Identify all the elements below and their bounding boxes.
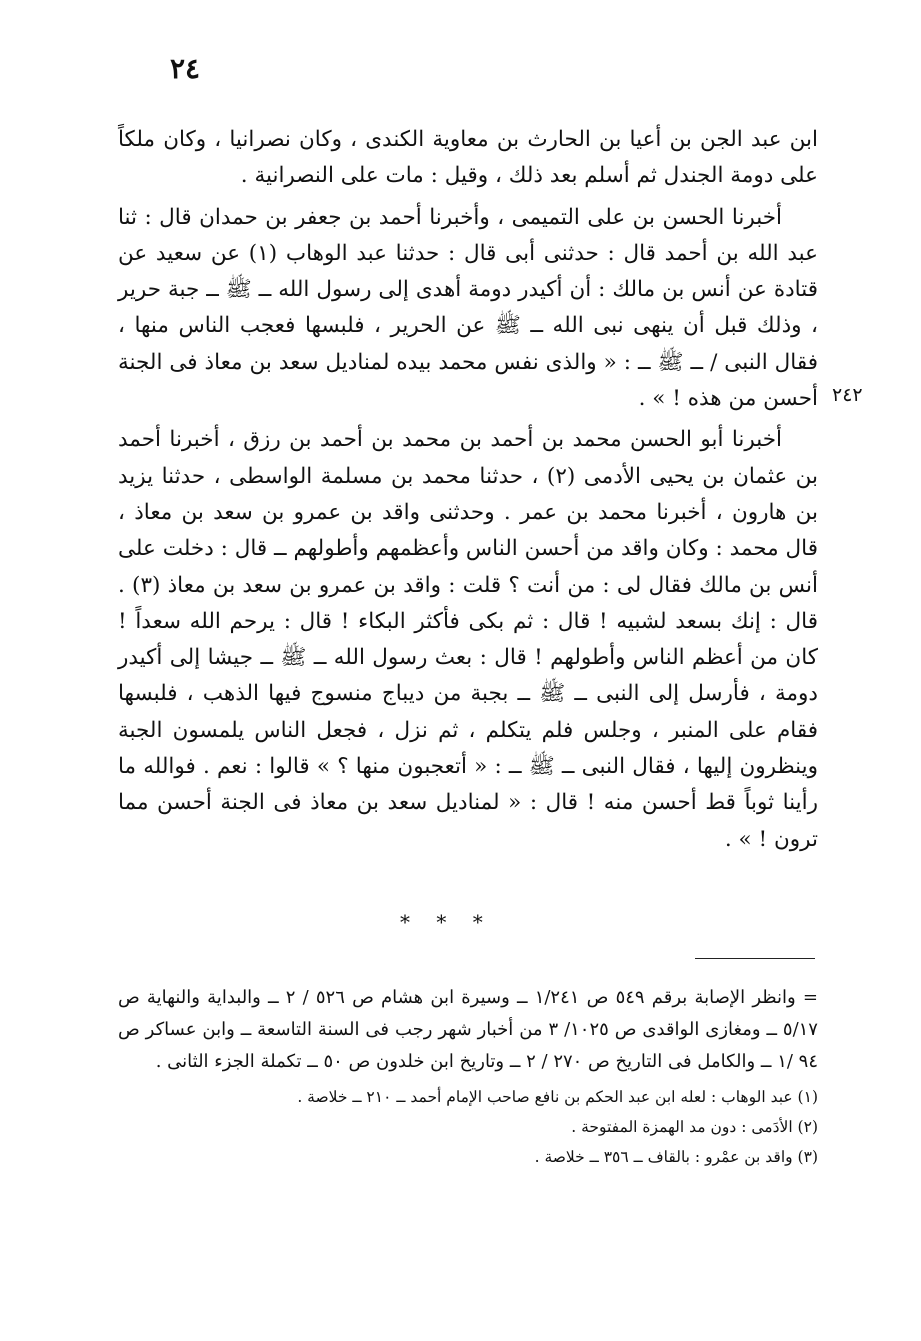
section-separator: * * * — [400, 910, 493, 934]
footnotes — [118, 982, 818, 1172]
margin-page-reference: ٢٤٢ — [832, 384, 863, 406]
footnote: (٢) الأدَمى : دون مد الهمزة المفتوحة . — [571, 1118, 818, 1136]
footnote: (٣) واقد بن عمْرو : بالقاف ــ ٣٥٦ ــ خلاصة . — [534, 1148, 818, 1166]
footnote-divider — [695, 958, 815, 959]
paragraph: ابن عبد الجن بن أعيا بن الحارث بن معاوية الكندى ، وكان نصرانيا ، وكان ملكاً على دومة الجندل ثم أسلم بعد ذلك ، وقيل : مات على النصرانية . — [118, 127, 818, 189]
footnote-continuation: = وانظر الإصابة برقم ٥٤٩ ص ١/٢٤١ ــ وسيرة ابن هشام ص ٥٢٦ / ٢ ــ والبداية والنهاية ص ٥/١٧ ــ ومغازى الواقدى ص ١٠٢٥/ ٣ من أخبار شهر رجب فى السنة التاسعة ــ وابن عساكر ص ٩٤ /١ ــ والكامل فى التاريخ ص ٢٧٠ / ٢ ــ وتاريخ ابن خلدون ص ٥٠ ــ تكملة الجزء الثانى . — [118, 987, 818, 1072]
footnote: (١) عبد الوهاب : لعله ابن عبد الحكم بن نافع صاحب الإمام أحمد ــ ٢١٠ ــ خلاصة . — [297, 1088, 818, 1106]
paragraph: أخبرنا أبو الحسن محمد بن أحمد بن محمد بن أحمد بن رزق ، أخبرنا أحمد بن عثمان بن يحيى الأدمى (٢) ، حدثنا محمد بن مسلمة الواسطى ، حدثنا يزيد بن هارون ، أخبرنا محمد بن عمر . وحدثنى واقد بن عمرو بن سعد بن معاذ ، قال محمد : وكان واقد من أحسن الناس وأعظمهم وأطولهم ــ قال : دخلت على أنس بن مالك فقال لى : من أنت ؟ قلت : واقد بن عمرو بن سعد بن معاذ (٣) . قال : إنك بسعد لشبيه ! قال : ثم بكى فأكثر البكاء ! قال : يرحم الله سعداً ! كان من أعظم الناس وأطولهم ! قال : بعث رسول الله ــ ﷺ ــ جيشا إلى أكيدر دومة ، فأرسل إلى النبى ــ ﷺ ــ بجبة من ديباج منسوج فيها الذهب ، فلبسها فقام على المنبر ، وجلس فلم يتكلم ، ثم نزل ، فجعل الناس يلمسون الجبة وينظرون إليها ، فقال النبى ــ ﷺ ــ : « أتعجبون منها ؟ » قالوا : نعم . فوالله ما رأينا ثوباً قط أحسن منه ! قال : « لمناديل سعد بن معاذ فى الجنة أحسن مما ترون ! » . — [118, 427, 818, 852]
main-text — [118, 122, 818, 863]
paragraph: أخبرنا الحسن بن على التميمى ، وأخبرنا أحمد بن جعفر بن حمدان قال : ثنا عبد الله بن أحمد قال : حدثنى أبى قال : حدثنا عبد الوهاب (١) عن سعيد عن قتادة عن أنس بن مالك : أن أكيدر دومة أهدى إلى رسول الله ــ ﷺ ــ جبة حرير ، وذلك قبل أن ينهى نبى الله ــ ﷺ عن الحرير ، فلبسها فعجب الناس منها ، فقال النبى / ــ ﷺ ــ : « والذى نفس محمد بيده لمناديل سعد بن معاذ فى الجنة أحسن من هذه ! » . — [118, 204, 818, 412]
page-number: ٢٤ — [170, 52, 201, 85]
